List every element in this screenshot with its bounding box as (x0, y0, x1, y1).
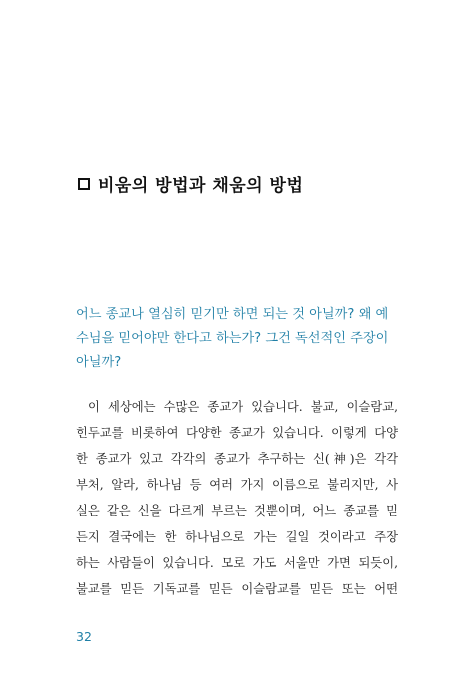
page-number: 32 (76, 629, 92, 644)
body-line: 하는 사람들이 있습니다. 모로 가도 서울만 가면 되듯이, (76, 556, 398, 570)
body-line: 한 종교가 있고 각각의 종교가 추구하는 신(神)은 각각 (76, 452, 398, 466)
body-line: 실은 같은 신을 다르게 부르는 것뿐이며, 어느 종교를 믿 (76, 504, 398, 518)
checkbox-square-icon (78, 178, 90, 190)
body-line: 이 세상에는 수많은 종교가 있습니다. 불교, 이슬람교, (88, 400, 398, 414)
body-paragraph (76, 394, 398, 602)
body-line: 부처, 알라, 하나님 등 여러 가지 이름으로 불리지만, 사 (76, 478, 398, 492)
question-line: 수님을 믿어야만 한다고 하는가? 그건 독선적인 주장이 (76, 331, 389, 346)
chapter-title: 비움의 방법과 채움의 방법 (98, 176, 304, 196)
question-line: 어느 종교나 열심히 믿기만 하면 되는 것 아닐까? 왜 예 (76, 307, 389, 322)
body-line: 든지 결국에는 한 하나님으로 가는 길일 것이라고 주장 (76, 530, 398, 544)
question-line: 아닐까? (76, 355, 122, 370)
body-line: 힌두교를 비롯하여 다양한 종교가 있습니다. 이렇게 다양 (76, 426, 398, 440)
question-block (76, 303, 396, 375)
body-line: 불교를 믿든 기독교를 믿든 이슬람교를 믿든 또는 어떤 (76, 582, 398, 596)
chapter-heading (78, 171, 303, 196)
